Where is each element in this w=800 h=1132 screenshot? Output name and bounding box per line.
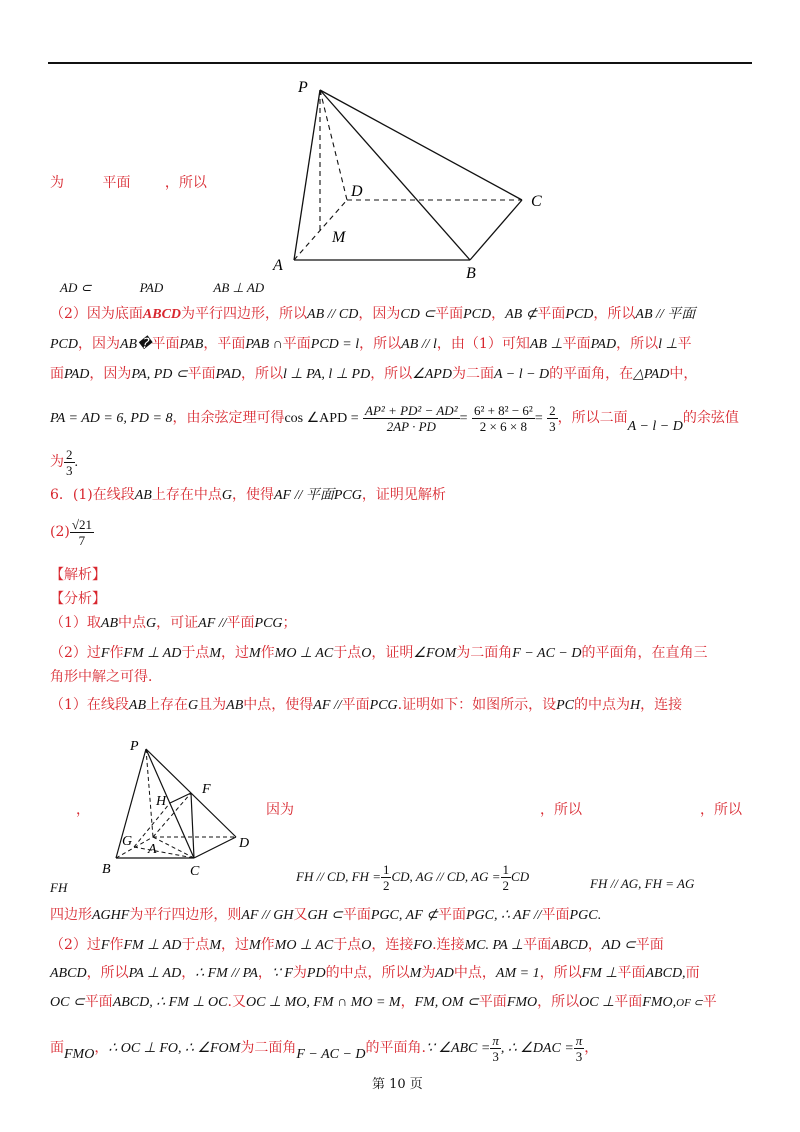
edge-fc2 (191, 793, 194, 858)
t: 平面 (617, 965, 646, 981)
pyramid-figure-2 (98, 735, 268, 880)
intro-wei: 为 (50, 175, 64, 191)
num: 1 (382, 862, 390, 877)
t: 上存在 (146, 697, 189, 713)
t: 于点 (181, 645, 210, 661)
m: M (409, 966, 422, 981)
intro-line (50, 173, 207, 193)
t: .又 (227, 994, 246, 1010)
t: 平面 (282, 336, 311, 352)
m: AF // GH (241, 908, 294, 923)
m: AF // 平面 (273, 488, 334, 503)
den: 2 (382, 878, 390, 893)
m: = (459, 411, 468, 426)
m: PGC, ∴ AF // (465, 908, 542, 923)
m: AB ⊥ (529, 337, 563, 352)
t: ， (491, 306, 506, 322)
m: ∠APD (412, 367, 452, 382)
m: A − l − D (493, 367, 550, 382)
m: OC ⊂ (50, 995, 85, 1010)
num: 1 (502, 862, 510, 877)
t: 作 (109, 645, 124, 661)
mid-suoyi2: ，所以 (700, 802, 742, 818)
m: ABCD (50, 966, 87, 981)
m: PAB (179, 337, 204, 352)
eq1 (296, 860, 529, 894)
m: AB // 平面 (635, 307, 696, 322)
m: △PAD (633, 367, 670, 382)
t: ，所以 (616, 336, 659, 352)
proof2-line-c (50, 992, 717, 1013)
intro-pingmian: 平面 (102, 175, 131, 191)
t: 为平行四边形，所以 (181, 306, 308, 322)
frac-two-thirds-b (64, 447, 75, 478)
label-b: B (466, 265, 476, 282)
t: 为二面角 (240, 1040, 297, 1056)
m: PCG (369, 698, 398, 713)
label-p2: P (130, 739, 139, 754)
m: F − AC − D (512, 646, 582, 661)
mid-yinwei: 因为 (266, 802, 294, 818)
m: PCD (565, 307, 594, 322)
edge-gc2 (134, 847, 194, 858)
t: 中点 (118, 615, 147, 631)
m: O (361, 646, 372, 661)
header-rule (48, 62, 752, 64)
m: A − l − D (627, 419, 683, 434)
m: PAD (215, 367, 242, 382)
frac-two-thirds (547, 403, 558, 434)
t: ，所以 (593, 306, 636, 322)
t: .证明如下：如图所示，设 (397, 697, 557, 713)
t: ， (181, 965, 196, 981)
t: 平面 (523, 937, 552, 953)
den: 3 (66, 462, 73, 478)
t: ，连接 (371, 937, 414, 953)
t: ，所以 (539, 965, 582, 981)
part2-line5 (50, 444, 78, 480)
t: ， (94, 1040, 109, 1056)
t: ，所以 (241, 366, 284, 382)
m: FM ⊥ (581, 966, 618, 981)
t: 平面 (635, 937, 664, 953)
m: G (188, 698, 199, 713)
intro-formula-line (60, 278, 264, 299)
frac-pi-3-a (490, 1033, 501, 1064)
m: cos ∠APD = (284, 411, 359, 426)
m: AB // CD (307, 307, 359, 322)
t: ，所以 (86, 965, 129, 981)
edge-fh2 (170, 793, 191, 803)
t: ，所以 (537, 994, 580, 1010)
intro-pad: PAD (139, 280, 164, 295)
m: ∵ F (271, 966, 293, 981)
m: MC. PA ⊥ (464, 938, 524, 953)
jiexi-heading: 【解析】 (50, 567, 106, 583)
m: F (100, 646, 110, 661)
num: AP² + PD² − AD² (365, 402, 458, 418)
den: 3 (549, 418, 556, 434)
m: ∠FOM (413, 646, 457, 661)
t: ； (282, 615, 297, 631)
t: 中点，使得 (243, 697, 314, 713)
m: AD ⊂ (601, 938, 636, 953)
m: M (248, 646, 261, 661)
t: 中点， (453, 965, 496, 981)
edge-pa (294, 90, 320, 260)
t: ， (584, 1040, 599, 1056)
t: ，所以 (359, 336, 402, 352)
t: ，由余弦定理可得 (172, 410, 285, 426)
t: 作 (260, 645, 275, 661)
t: 为 (421, 965, 436, 981)
t: 的中点，所以 (325, 965, 410, 981)
den: 2AP · PD (386, 418, 436, 434)
m: AB (100, 616, 119, 631)
intro-ad-subset: AD ⊂ (60, 280, 92, 295)
m: l ⊥ (658, 337, 678, 352)
part2-line3 (50, 364, 697, 385)
t: 为二面 (451, 366, 494, 382)
proof2-line-a (50, 935, 664, 956)
num: π (575, 1032, 583, 1048)
fh-label: FH (50, 880, 68, 895)
m: CD ⊂ (400, 307, 436, 322)
label-h2: H (156, 794, 167, 809)
t: 平面 (84, 994, 113, 1010)
t: 平面 (341, 697, 370, 713)
m: ABCD (551, 938, 588, 953)
page-number: 第 10 页 (372, 1077, 423, 1092)
frac-num (472, 403, 535, 434)
frac-half-a (381, 862, 392, 893)
edge-cd2 (194, 837, 236, 858)
m: GH ⊂ (307, 908, 343, 923)
t: 作 (109, 937, 124, 953)
m: M (209, 938, 221, 953)
m: PGC (569, 908, 598, 923)
m: AB (134, 488, 152, 503)
m: PA = AD = 6, PD = 8 (50, 411, 173, 426)
num: 2 (66, 446, 73, 462)
t: ， (400, 994, 415, 1010)
m: OC ⊥ (579, 995, 615, 1010)
m: AB // l (401, 337, 437, 352)
m: AM = 1 (495, 966, 540, 981)
t: ，因为 (78, 336, 120, 352)
t: ，可证 (156, 615, 199, 631)
t: 作 (260, 937, 275, 953)
t: 面 (50, 1040, 64, 1056)
t: 面 (50, 366, 64, 382)
m: M (209, 646, 221, 661)
edge-gh2 (134, 803, 170, 847)
t: 6．(1)在线段 (50, 487, 135, 503)
m: F (100, 938, 110, 953)
t: 中， (669, 366, 698, 382)
m: CD (511, 869, 530, 884)
m: PAD (590, 337, 617, 352)
m: ABCD, (645, 966, 686, 981)
t: （2）过 (50, 645, 101, 661)
den: 7 (78, 532, 86, 548)
den: 2 (502, 878, 510, 893)
m: PA, PD ⊂ (131, 367, 188, 382)
t: 的平面角. (365, 1040, 426, 1056)
fenxi-line2 (50, 643, 707, 664)
label-m: M (332, 229, 346, 246)
fenxi-line1 (50, 613, 297, 634)
t: 的平面角，在直角三 (581, 645, 708, 661)
m: PCD (463, 307, 492, 322)
m: PCG (254, 616, 283, 631)
t: 平面 (342, 907, 371, 923)
q6-answer1 (50, 485, 446, 506)
m: OF ⊂ (676, 997, 703, 1009)
m: PD (306, 966, 326, 981)
t: ，过 (220, 937, 249, 953)
t: ，使得 (231, 487, 274, 503)
m: PC (556, 698, 574, 713)
t: ，因为 (358, 306, 401, 322)
t: 为 (50, 454, 64, 470)
m: AB (226, 698, 244, 713)
t: ，由（1）可知 (436, 336, 530, 352)
m: PAB ∩ (245, 337, 283, 352)
fenxi-line2b: 角形中解之可得． (50, 669, 162, 685)
label-d: D (351, 183, 363, 200)
num: π (492, 1032, 499, 1048)
label-a: A (273, 257, 283, 274)
m: AB ⊄ (505, 307, 538, 322)
edge-ac2 (153, 837, 194, 858)
t: ，平面 (203, 336, 246, 352)
t: 平面 (541, 907, 570, 923)
part2-line4 (50, 398, 739, 438)
frac-cos (363, 403, 460, 434)
t: 平面 (435, 306, 464, 322)
m: F − AC − D (296, 1047, 366, 1062)
t: （1）在线段 (50, 697, 129, 713)
t: 而 (685, 965, 700, 981)
m: FM ⊥ AD (123, 646, 182, 661)
t: 于点 (333, 937, 362, 953)
q6-answer2 (50, 512, 94, 552)
t: ， (257, 965, 272, 981)
m: , ∴ ∠DAC = (500, 1041, 574, 1056)
m: O (361, 938, 372, 953)
t: （1）取 (50, 615, 101, 631)
part2-line2 (50, 334, 692, 355)
t: 平 (702, 994, 717, 1010)
t: 于点 (333, 645, 362, 661)
m: M (248, 938, 261, 953)
mid-comma: ， (76, 802, 90, 818)
label-p: P (298, 79, 308, 96)
t: ，证明见解析 (361, 487, 446, 503)
num: √21 (71, 516, 92, 532)
t: . (74, 455, 78, 470)
den: 2 × 6 × 8 (479, 418, 527, 434)
frac-sqrt21-7 (70, 517, 94, 548)
label-c2: C (190, 864, 200, 879)
m: AB (128, 698, 147, 713)
t: 四边形 (50, 907, 92, 923)
part2-line1 (50, 304, 695, 325)
m: FM ⊥ AD (123, 938, 182, 953)
pyramid-figure-1 (270, 72, 560, 287)
m: OC ⊥ MO, FM ∩ MO = M (245, 995, 401, 1010)
t: 平面 (226, 615, 255, 631)
t: （2）因为底面 (50, 306, 143, 322)
t: 为平行四边形，则 (129, 907, 242, 923)
m: H (630, 698, 641, 713)
m: AF // (313, 698, 342, 713)
m: MO ⊥ AC (274, 938, 334, 953)
m: PCD (50, 337, 78, 352)
frac-half-b (501, 862, 512, 893)
t: 平面 (151, 336, 180, 352)
m: ∴ FM // PA (195, 966, 258, 981)
m: PA ⊥ AD (128, 966, 182, 981)
t: ， (587, 937, 602, 953)
t: 于点 (181, 937, 210, 953)
label-a2: A (148, 842, 157, 857)
t: 又 (293, 907, 308, 923)
m: = (534, 411, 543, 426)
m: PAD (64, 367, 90, 382)
edge-pd (320, 90, 347, 200)
frac-pi-3-b (574, 1033, 585, 1064)
proof1-line (50, 695, 682, 716)
m: PGC, AF ⊄ (370, 908, 438, 923)
edge-bc (470, 200, 522, 260)
t: 平面 (537, 306, 566, 322)
t: 平面 (187, 366, 216, 382)
m: G (221, 488, 232, 503)
t: .连接 (432, 937, 465, 953)
eq2: FH // AG, FH = AG (590, 876, 695, 891)
label-b2: B (102, 862, 111, 877)
m: AGHF (92, 908, 130, 923)
m: ∴ OC ⊥ FO, ∴ ∠FOM (108, 1041, 241, 1056)
m: FM, OM ⊂ (414, 995, 479, 1010)
m: PCG (333, 488, 362, 503)
t: ，连接 (640, 697, 683, 713)
t: 的余弦值 (682, 410, 739, 426)
t: 的中点为 (574, 697, 630, 713)
m: ABCD, ∴ FM ⊥ OC (112, 995, 228, 1010)
m: CD, AG // CD, AG = (391, 869, 501, 884)
m: AD (435, 966, 454, 981)
t: 为二面角 (456, 645, 513, 661)
mid-suoyi1: ，所以 (540, 802, 582, 818)
t: 平面 (614, 994, 643, 1010)
m: MO ⊥ AC (274, 646, 334, 661)
m: AB� (120, 337, 152, 352)
m: G (146, 616, 157, 631)
t: ，过 (220, 645, 249, 661)
m: l ⊥ PA, l ⊥ PD (283, 367, 371, 382)
proof2-line-d (50, 1028, 598, 1068)
t: 平面 (478, 994, 507, 1010)
m: FMO (64, 1047, 95, 1062)
label-f2: F (202, 782, 211, 797)
t: . (597, 908, 602, 923)
m: FO (413, 938, 433, 953)
parallelogram-line (50, 905, 601, 926)
t: ，所以二面 (557, 410, 628, 426)
m: ABCD (142, 307, 182, 322)
t: 平面 (437, 907, 466, 923)
m: PCD = l (310, 337, 360, 352)
t: ，所以 (370, 366, 413, 382)
den: 3 (492, 1048, 499, 1064)
t: 为 (292, 965, 307, 981)
proof2-line-b (50, 963, 700, 984)
label-d2: D (239, 836, 250, 851)
t: ，证明 (371, 645, 414, 661)
intro-suoyi: ，所以 (164, 175, 207, 191)
m: ∵ ∠ABC = (425, 1041, 491, 1056)
t: ，因为 (89, 366, 132, 382)
num: 6² + 8² − 6² (473, 402, 533, 418)
t: (2) (50, 524, 70, 540)
label-g2: G (122, 834, 133, 849)
m: FMO (506, 995, 538, 1010)
den: 3 (575, 1048, 583, 1064)
m: AF // (198, 616, 227, 631)
label-c: C (531, 193, 542, 210)
t: 平面 (562, 336, 591, 352)
t: 且为 (198, 697, 227, 713)
m: FH // CD, FH = (296, 869, 381, 884)
fenxi-heading: 【分析】 (50, 591, 106, 607)
intro-ab-perp-ad: AB ⊥ AD (213, 280, 265, 295)
m: FMO, (642, 995, 677, 1010)
t: （2）过 (50, 937, 101, 953)
num: 2 (549, 402, 556, 418)
t: 平 (677, 336, 692, 352)
t: 上存在中点 (151, 487, 222, 503)
t: 的平面角，在 (549, 366, 634, 382)
